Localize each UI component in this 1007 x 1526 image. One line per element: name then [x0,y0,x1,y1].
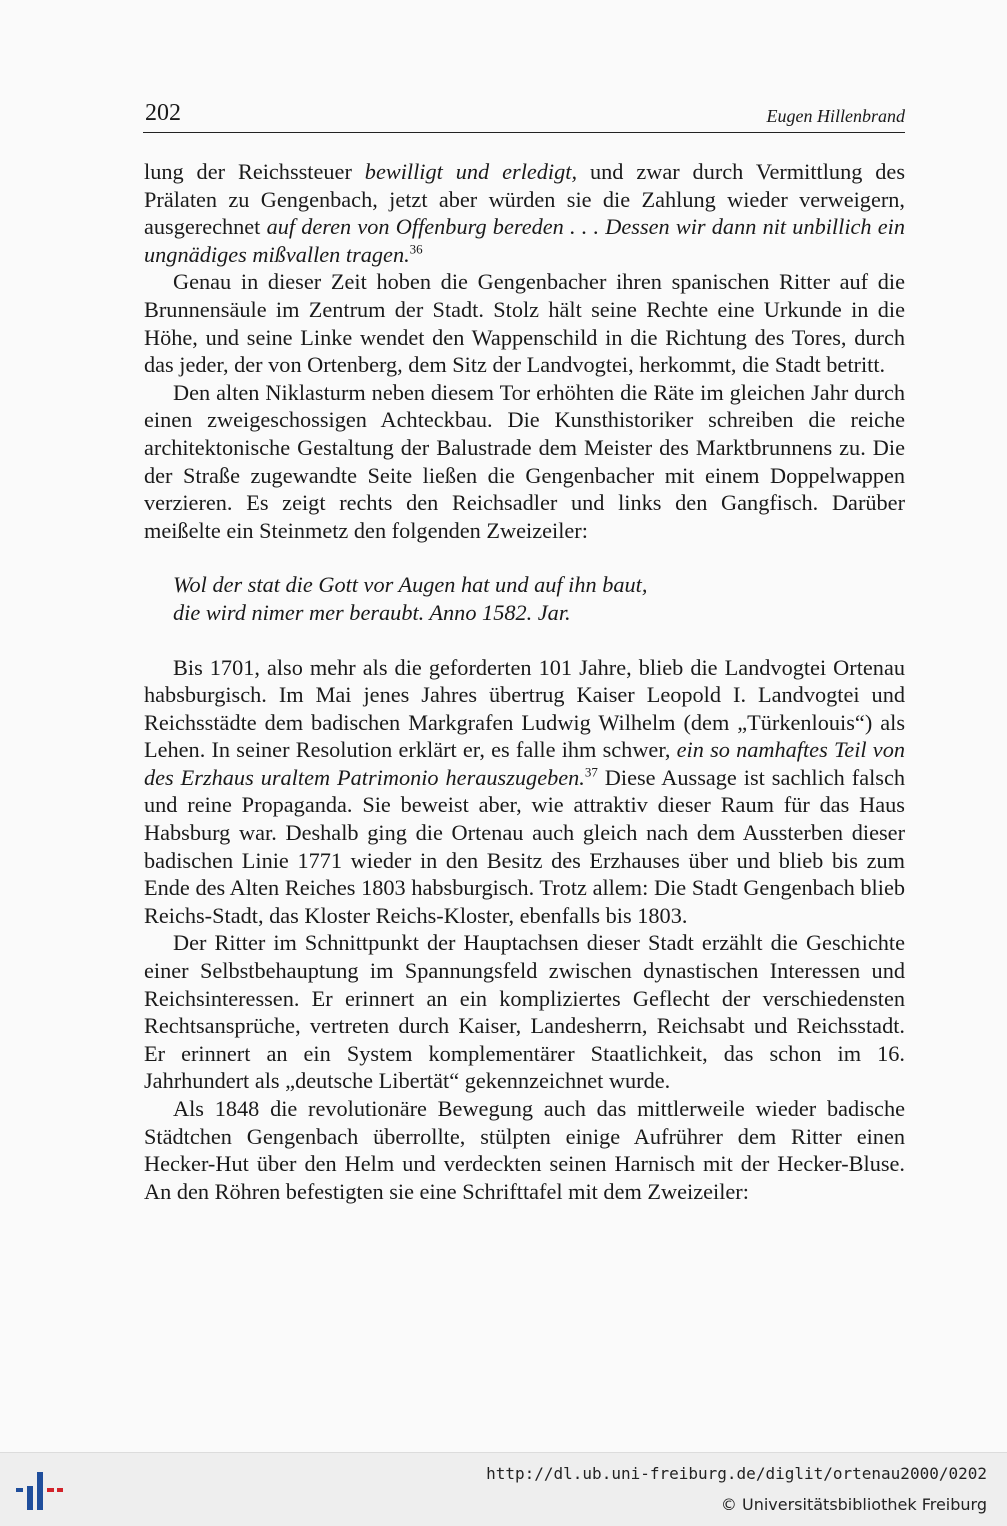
footnote-ref[interactable]: 36 [409,241,423,257]
text-run: Bis 1701, also mehr als die geforderten 101 Jahre, blieb die Landvogtei Ortenau habsburgisch. Im Mai jenes Jahres übertrug Kaiser Leopold I. Landvogtei und Reichsstädte dem badischen Markgrafen Ludwig Wilhelm (dem „Türkenlouis“) als Lehen. In seiner Resolution erklärt er, es falle ihm schwer, [144,654,905,763]
page-number: 202 [145,100,181,126]
ub-freiburg-logo-icon[interactable] [14,1466,64,1516]
quote-italic: auf deren von Offenburg bereden . . . Dessen wir dann nit unbillich ein ungnädiges mißvallen tragen. [144,214,905,267]
paragraph-1 [144,158,905,268]
page-header [143,100,905,133]
running-head-author: Eugen Hillenbrand [766,106,905,126]
text-run: und zwar durch Vermittlung des Prälaten zu Gengenbach, jetzt aber würden sie die Zahlung wieder verweigern, ausgerechnet [144,159,905,240]
paragraph-5: Der Ritter im Schnittpunkt der Hauptachsen dieser Stadt erzählt die Geschichte einer Selbstbehauptung im Spannungsfeld zwischen dynastischen Interessen und Reichsinteressen. Er erinnert an ein kompliziertes Geflecht der verschiedensten Rechtsansprüche, vertreten durch Kaiser, Landesherrn, Reichsabt und Reichsstadt. Er erinnert an ein System komplementärer Staatlichkeit, das schon im 16. Jahrhundert als „deutsche Libertät“ gekennzeichnet wurde. [144,930,905,1094]
paragraph-3: Den alten Niklasturm neben diesem Tor erhöhten die Räte im gleichen Jahr durch einen zweigeschossigen Achteckbau. Die Kunsthistoriker schreiben die reiche architektonische Gestaltung der Balustrade dem Meister des Marktbrunnens zu. Die der Straße zugewandte Seite ließen die Gengenbacher mit einem Doppelwappen verzieren. Es zeigt rechts den Reichsadler und links den Gangfisch. Darüber meißelte ein Steinmetz den folgenden Zweizeiler: [144,379,905,543]
footnote-ref[interactable]: 37 [584,764,598,780]
quote-italic: bewilligt und erledigt, [364,159,578,184]
paragraph-2: Genau in dieser Zeit hoben die Gengenbacher ihren spanischen Ritter auf die Brunnensäule im Zentrum der Stadt. Stolz hält seine Rechte eine Urkunde in die Höhe, und seine Linke wendet den Wappenschild in die Richtung des Tores, durch das jeder, der von Ortenberg, dem Sitz der Landvogtei, herkommt, die Stadt betritt. [144,269,905,378]
verse-line-2: die wird nimer mer beraubt. Anno 1582. Jar. [173,599,571,625]
paragraph-4 [144,654,905,930]
body-text [144,158,905,1205]
text-run: Diese Aussage ist sachlich falsch und reine Propaganda. Sie beweist aber, wie attraktiv dieser Raum für das Haus Habsburg war. Deshalb ging die Ortenau auch gleich nach dem Aussterben dieser badischen Linie 1771 wieder in den Besitz des Erzhauses über und blieb bis zum Ende des Alten Reiches 1803 habsburgisch. Trotz allem: Die Stadt Gengenbach blieb Reichs-Stadt, das Kloster Reichs-Kloster, ebenfalls bis 1803. [144,764,906,928]
verse-line-1: Wol der stat die Gott vor Augen hat und auf ihn baut, [173,572,648,598]
paragraph-6: Als 1848 die revolutionäre Bewegung auch das mittlerweile wieder badische Städtchen Gengenbach überrollte, stülpten einige Aufrührer dem Ritter einen Hecker-Hut über den Helm und verdeckten seinen Harnisch mit der Hecker-Bluse. An den Röhren befestigten sie eine Schrifttafel mit dem Zweizeiler: [144,1096,905,1204]
viewer-footer [0,1452,1007,1526]
verse-couplet [173,571,905,626]
quote-italic: ein so namhaftes Teil von des Erzhaus uraltem Patrimonio herauszugeben. [144,737,905,790]
text-run: lung der Reichssteuer [144,159,365,184]
copyright-notice: © Universitätsbibliothek Freiburg [720,1495,987,1514]
permalink-url[interactable]: http://dl.ub.uni-freiburg.de/diglit/ortenau2000/0202 [486,1464,987,1483]
